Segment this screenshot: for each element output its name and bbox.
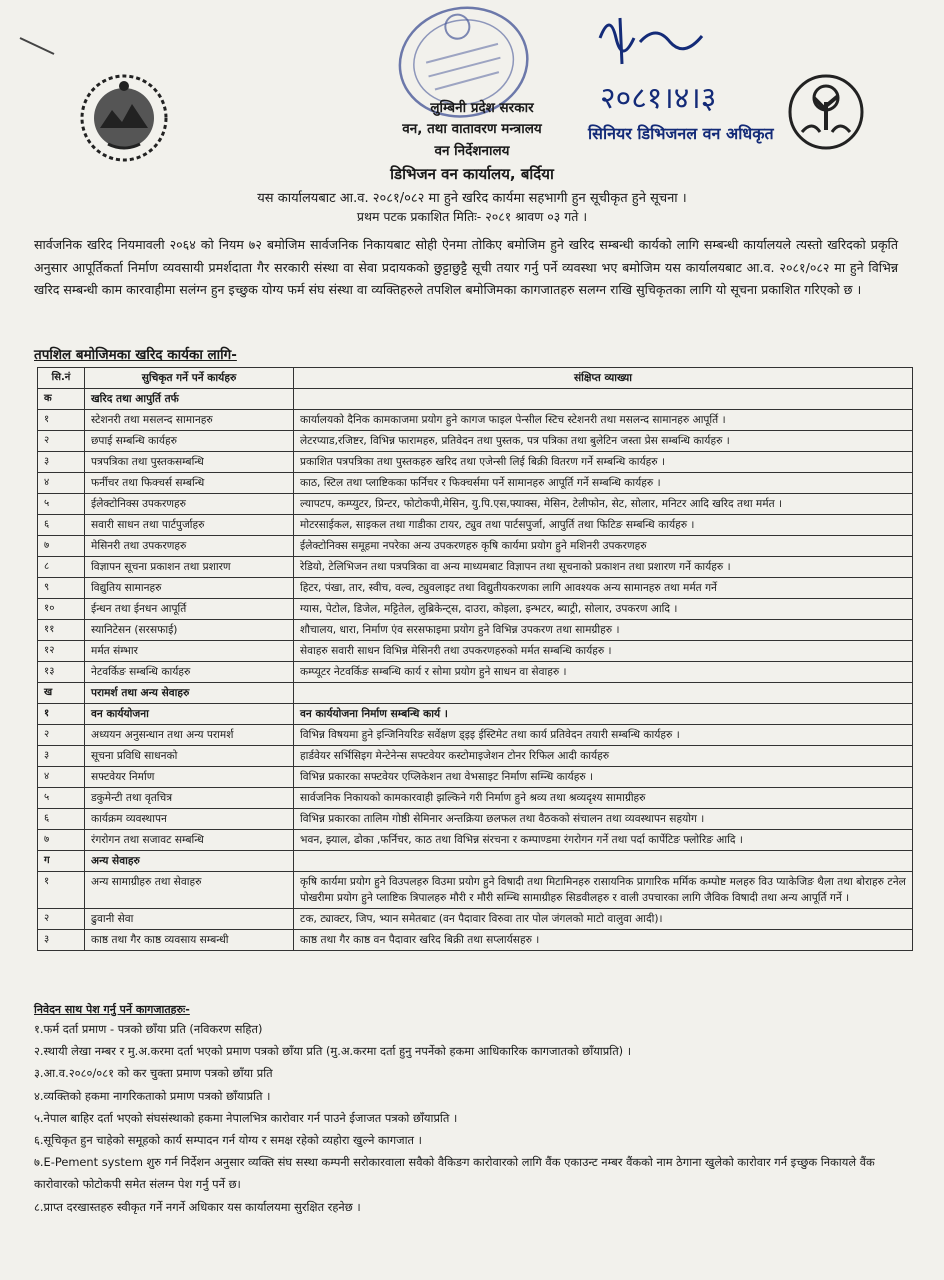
row-description: विभिन्न प्रकारका सफ्टवेयर एप्लिकेशन तथा वेभसाइट निर्माण सम्न्धि कार्यहरु । [294, 767, 913, 788]
row-number: ४ [38, 473, 85, 494]
row-number: ग [38, 851, 85, 872]
row-number: ६ [38, 515, 85, 536]
row-item: अन्य सामाग्रीहरु तथा सेवाहरु [85, 872, 294, 909]
table-row [38, 599, 913, 620]
col-header-no: सि.नं [38, 368, 85, 389]
row-number: १३ [38, 662, 85, 683]
table-row [38, 809, 913, 830]
row-item: विद्युतिय सामानहरु [85, 578, 294, 599]
row-number: १ [38, 872, 85, 909]
row-item: मर्मत संम्भार [85, 641, 294, 662]
table-row [38, 704, 913, 725]
header-province: लुम्बिनी प्रदेश सरकार [430, 100, 534, 116]
table-row [38, 473, 913, 494]
row-description: काठ, स्टिल तथा प्लाष्टिकका फर्निचर र फिक्चर्समा पर्ने सामानहरु आपूर्ति गर्ने सम्बन्धि कार्यहरु । [294, 473, 913, 494]
row-item: छपाई सम्बन्धि कार्यहरु [85, 431, 294, 452]
row-item: ढुवानी सेवा [85, 909, 294, 930]
row-number: २ [38, 909, 85, 930]
row-description: हार्डवेयर सर्भिसिइग मेन्टेनेन्स सफ्टवेयर कस्टोमाइजेशन टोनर रिफिल आदी कार्यहरु [294, 746, 913, 767]
table-row [38, 725, 913, 746]
notice-subject: यस कार्यालयबाट आ.व. २०८१/०८२ मा हुने खरिद कार्यमा सहभागी हुन सूचीकृत हुने सूचना । [257, 191, 687, 206]
documents-title: निवेदन साथ पेश गर्नु पर्ने कागजातहरुः- [34, 1003, 190, 1016]
row-description: ल्यापटप, कम्प्युटर, प्रिन्टर, फोटोकपी,मेसिन, यु.पि.एस,फ्याक्स, मेसिन, टेलीफोन, सेट, सोलार, मनिटर आदि खरिद तथा मर्मत । [294, 494, 913, 515]
row-number: १२ [38, 641, 85, 662]
document-item: ७.E-Pement system शुरु गर्न निर्देशन अनुसार व्यक्ति संघ सस्था कम्पनी सरोकारवाला सवैको वैकिङग कारोवारको लागि वैंक एकाउन्ट नम्बर वैंकको नाम ठेगाना खुलेको कारोवार गर्न इच्छुक निकायले वैंक कारोवारको फोटोकपी समेत संलग्न पेश गर्नु पर्ने छ। [34, 1155, 875, 1192]
col-header-item: सुचिकृत गर्ने पर्ने कार्यहरु [85, 368, 294, 389]
row-number: ९ [38, 578, 85, 599]
row-item: डकुमेन्टी तथा वृतचित्र [85, 788, 294, 809]
row-item: स्यानिटेसन (सरसफाई) [85, 620, 294, 641]
row-item: कार्यक्रम व्यवस्थापन [85, 809, 294, 830]
table-row [38, 767, 913, 788]
row-description: शौचालय, धारा, निर्माण एंव सरसफाइमा प्रयोग हुने विभिन्न उपकरण तथा सामग्रीहरु । [294, 620, 913, 641]
row-item: सूचना प्रविधि साधनको [85, 746, 294, 767]
table-row [38, 830, 913, 851]
row-description: रेडियो, टेलिभिजन तथा पत्रपत्रिका वा अन्य माध्यमबाट विज्ञापन तथा सूचनाको प्रकाशन तथा प्रशारण गर्ने कार्यहरु । [294, 557, 913, 578]
row-item: खरिद तथा आपुर्ति तर्फ [85, 389, 294, 410]
row-item: ईन्धन तथा ईनधन आपूर्ति [85, 599, 294, 620]
row-description: विभिन्न प्रकारका तालिम गोष्ठी सेमिनार अन्तक्रिया छलफल तथा वैठकको संचालन तथा व्यवस्थापन सहयोग । [294, 809, 913, 830]
row-description: ग्यास, पेटोल, डिजेल, मट्टितेल, लुब्रिकेन्ट्स, दाउरा, कोइला, इन्भटर, ब्याट्री, सोलार, उपकरण आदि । [294, 599, 913, 620]
intro-paragraph: सार्वजनिक खरिद नियमावली २०६४ को नियम ७२ बमोजिम सार्वजनिक निकायबाट सोही ऐनमा तोकिए बमोजिम हुने खरिद सम्बन्धी कार्यको लागि सम्बन्धी कार्यालयले त्यस्तो खरिदको प्रकृति अनुसार आपूर्तिकर्ता निर्माण व्यवसायी प्रमर्शदाता गैर सरकारी संस्था वा सेवा प्रदायकको छुट्टाछुट्टै सूची तयार गर्नु पर्ने व्यवस्था भए बमोजिम यस कार्यालयबाट आ.व. २०८१/०८२ मा हुने विभिन्न खरिद सम्बन्धी काम कारवाहीमा सलंग्न हुन इच्छुक योग्य फर्म संघ संस्था वा व्यक्तिहरुले तपशिल बमोजिमका कागजातहरु सलग्न राखि सुचिकृतका लागि यो सूचना प्रकाशित गरिएको छ । [34, 237, 898, 297]
row-description: वन कार्ययोजना निर्माण सम्बन्धि कार्य । [294, 704, 913, 725]
row-item: विज्ञापन सूचना प्रकाशन तथा प्रशारण [85, 557, 294, 578]
row-description: कृषि कार्यमा प्रयोग हुने विउपलहरु विउमा प्रयोग हुने विषादी तथा मिटामिनहरु रासायनिक प्रागारिक मर्मिक कम्पोष्ट मलहरु विउ प्याकेजिङ थैला तथा बोराहरु टनेल पोखरीमा प्रयोग हुने प्लाष्टिक त्रिपालहरु मौरी र मौरी सम्न्धि सामाग्रीहरु सिडवीलहरु र वाली उपचारका लागि जैविक विषादी तथा अन्य आपूर्ति गर्ने । [294, 872, 913, 909]
row-description [294, 683, 913, 704]
document-item: ४.व्यक्तिको हकमा नागरिकताको प्रमाण पत्रको छाँयाप्रति । [34, 1088, 271, 1103]
row-number: ७ [38, 830, 85, 851]
row-number: ११ [38, 620, 85, 641]
row-item: अध्ययन अनुसन्धान तथा अन्य परामर्श [85, 725, 294, 746]
signature-caption: सिनियर डिभिजनल वन अधिकृत [588, 124, 774, 143]
document-item: ६.सूचिकृत हुन चाहेको समूहको कार्य सम्पादन गर्न योग्य र समक्ष रहेको व्यहोरा खुल्ने कागजात । [34, 1133, 422, 1148]
table-row [38, 746, 913, 767]
row-description: मोटरसाईकल, साइकल तथा गाडीका टायर, ट्युव तथा पार्टसपुर्जा, आपुर्ति तथा फिटिङ सम्बन्धि कार्यहरु । [294, 515, 913, 536]
row-description: सेवाहरु सवारी साधन विभिन्न मेसिनरी तथा उपकरणहरुको मर्मत सम्बन्धि कार्यहरु । [294, 641, 913, 662]
row-item: फर्नीचर तथा फिक्चर्स सम्बन्धि [85, 473, 294, 494]
row-number: ५ [38, 494, 85, 515]
row-description [294, 851, 913, 872]
row-item: स्टेशनरी तथा मसलन्द सामानहरु [85, 410, 294, 431]
documents-list [34, 1018, 914, 1218]
row-item: सफ्टवेयर निर्माण [85, 767, 294, 788]
row-description: विभिन्न विषयमा हुने इन्जिनियरिङ सर्वेक्षण ड्इइ ईस्टिमेट तथा कार्य प्रतिवेदन तयारी सम्बन्धि कार्यहरु । [294, 725, 913, 746]
row-description: कार्यालयको दैनिक कामकाजमा प्रयोग हुने कागज फाइल पेन्सील स्टिच स्टेशनरी तथा मसलन्द सामानहरु आपूर्ति । [294, 410, 913, 431]
table-row [38, 620, 913, 641]
table-row [38, 578, 913, 599]
document-item: ३.आ.व.२०८०/०८१ को कर चुक्ता प्रमाण पत्रको छाँया प्रति [34, 1066, 273, 1081]
document-item: ८.प्राप्त दरखास्तहरु स्वीकृत गर्ने नगर्ने अधिकार यस कार्यालयमा सुरक्षित रहनेछ । [34, 1199, 361, 1214]
row-description: लेटरप्याड,रजिष्टर, विभिन्न फारामहरु, प्रतिवेदन तथा पुस्तक, पत्र पत्रिका तथा बुलेटिन जस्ता प्रेस सम्बन्धि कार्यहरु । [294, 431, 913, 452]
table-row [38, 452, 913, 473]
table-row [38, 909, 913, 930]
row-number: १ [38, 410, 85, 431]
row-number: २ [38, 725, 85, 746]
row-description: सार्वजनिक निकायको कामकारवाही झल्किने गरी निर्माण हुने श्रव्य तथा श्रव्यदृश्य सामाग्रीहरु [294, 788, 913, 809]
row-description: कम्प्यूटर नेटवर्किङ सम्बन्धि कार्य र सोमा प्रयोग हुने साधन वा सेवाहरु । [294, 662, 913, 683]
row-description: काष्ठ तथा गैर काष्ठ वन पैदावार खरिद बिक्री तथा सप्लार्यसहरु । [294, 930, 913, 951]
row-item: रंगरोगन तथा सजावट सम्बन्धि [85, 830, 294, 851]
table-row [38, 641, 913, 662]
table-row [38, 872, 913, 909]
row-item: नेटवर्किङ सम्बन्धि कार्यहरु [85, 662, 294, 683]
table-row [38, 431, 913, 452]
row-description: भवन, झ्याल, ढोका ,फर्निचर, काठ तथा विभिन्न संरचना र कम्पाण्डमा रंगरोगन गर्ने तथा पर्दा कार्पेटिङ फ्लोरिङ आदि । [294, 830, 913, 851]
table-row [38, 536, 913, 557]
row-description: ईलेक्टोनिक्स समूहमा नपरेका अन्य उपकरणहरु कृषि कार्यमा प्रयोग हुने मशिनरी उपकरणहरु [294, 536, 913, 557]
row-item: सवारी साधन तथा पार्टपुर्जाहरु [85, 515, 294, 536]
table-header-row [38, 368, 913, 389]
row-description: टक, ट्याक्टर, जिप, भ्यान समेतबाट (वन पैदावार विरुवा तार पोल जंगलको माटो वालुवा आदी)। [294, 909, 913, 930]
pen-mark [18, 36, 58, 56]
row-description: प्रकाशित पत्रपत्रिका तथा पुस्तकहरु खरिद तथा एजेन्सी लिई बिक्री वितरण गर्ने सम्बन्धि कार्यहरु । [294, 452, 913, 473]
row-number: ८ [38, 557, 85, 578]
table-row [38, 515, 913, 536]
row-number: १ [38, 704, 85, 725]
row-number: ५ [38, 788, 85, 809]
table-row [38, 389, 913, 410]
row-number: ४ [38, 767, 85, 788]
col-header-desc: संक्षिप्त व्याख्या [294, 368, 913, 389]
row-item: पत्रपत्रिका तथा पुस्तकसम्बन्धि [85, 452, 294, 473]
table-row [38, 930, 913, 951]
row-number: ३ [38, 930, 85, 951]
row-number: ३ [38, 746, 85, 767]
row-number: ३ [38, 452, 85, 473]
row-item: परामर्श तथा अन्य सेवाहरु [85, 683, 294, 704]
table-row [38, 410, 913, 431]
table-row [38, 788, 913, 809]
row-number: क [38, 389, 85, 410]
row-number: ६ [38, 809, 85, 830]
row-item: मेसिनरी तथा उपकरणहरु [85, 536, 294, 557]
section-title: तपशिल बमोजिमका खरिद कार्यका लागि- [34, 347, 237, 363]
header-office: डिभिजन वन कार्यालय, बर्दिया [390, 165, 554, 183]
header-ministry: वन, तथा वातावरण मन्त्रालय [402, 121, 542, 137]
row-number: १० [38, 599, 85, 620]
row-item: ईलेक्टोनिक्स उपकरणहरु [85, 494, 294, 515]
row-number: ७ [38, 536, 85, 557]
table-row [38, 557, 913, 578]
row-number: २ [38, 431, 85, 452]
document-item: ५.नेपाल बाहिर दर्ता भएको संघसंस्थाको हकमा नेपालभित्र कारोवार गर्न पाउने ईजाजत पत्रको छाँयाप्रति । [34, 1110, 458, 1125]
row-item: अन्य सेवाहरु [85, 851, 294, 872]
document-item: १.फर्म दर्ता प्रमाण - पत्रको छाँया प्रति (नविकरण सहित) [34, 1022, 263, 1036]
table-row [38, 662, 913, 683]
signature-date: २०८१।४।३ [600, 81, 717, 116]
row-description [294, 389, 913, 410]
procurement-table [37, 367, 913, 951]
header-directorate: वन निर्देशनालय [434, 143, 510, 159]
row-item: काष्ठ तथा गैर काष्ठ व्यवसाय सम्बन्धी [85, 930, 294, 951]
row-description: हिटर, पंखा, तार, स्वीच, वल्व, ट्युवलाइट तथा विद्युतीयकरणका लागि आवश्यक अन्य सामानहरु तथा मर्मत गर्ने [294, 578, 913, 599]
row-item: वन कार्ययोजना [85, 704, 294, 725]
row-number: ख [38, 683, 85, 704]
table-row [38, 851, 913, 872]
document-item: २.स्थायी लेखा नम्बर र मु.अ.करमा दर्ता भएको प्रमाण पत्रको छाँया प्रति (मु.अ.करमा दर्ता हुनु नपर्नेको हकमा आधिकारिक कागजातको छाँयाप्रति) । [34, 1044, 632, 1059]
publish-date: प्रथम पटक प्रकाशित मितिः- २०८१ श्रावण ०३ गते । [356, 209, 588, 224]
table-row [38, 683, 913, 704]
table-row [38, 494, 913, 515]
